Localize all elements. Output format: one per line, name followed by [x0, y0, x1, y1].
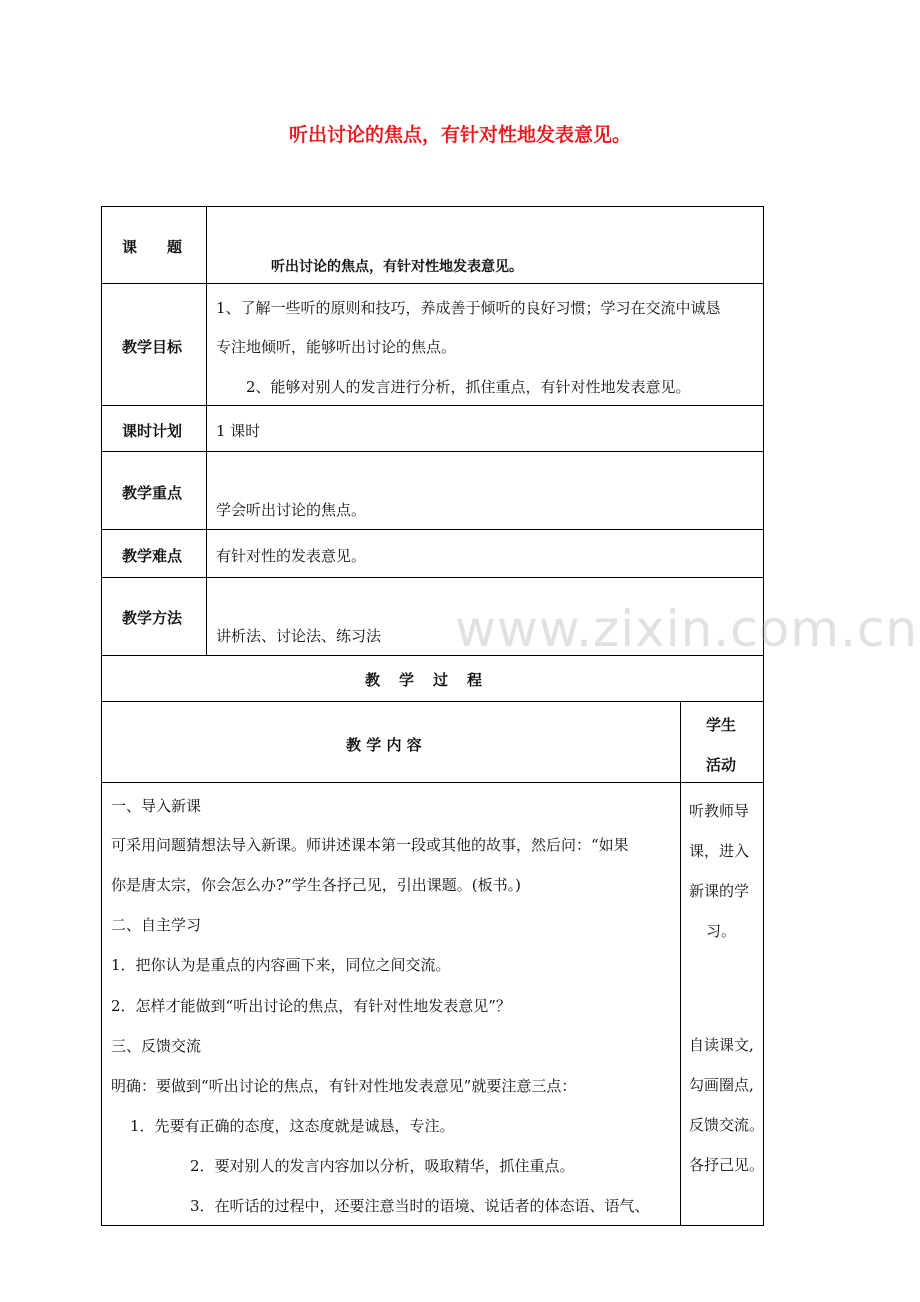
row-divider: [101, 701, 764, 702]
content-line: 2．要对别人的发言内容加以分析，吸取精华，抓住重点。: [190, 1157, 575, 1175]
process-header: 教 学 过 程: [365, 671, 485, 689]
activity-line: 听教师导: [689, 802, 750, 820]
activity-line: 课，进入: [689, 842, 750, 860]
key-label: 教学重点: [122, 484, 183, 502]
topic-value: 听出讨论的焦点，有针对性地发表意见。: [271, 259, 523, 275]
goal-line-2: 专注地倾听，能够听出讨论的焦点。: [216, 338, 457, 356]
row-divider: [101, 529, 764, 530]
activity-header-2: 活动: [706, 756, 737, 774]
row-divider: [101, 782, 764, 783]
content-line: 2．怎样才能做到“听出讨论的焦点，有针对性地发表意见”？: [111, 997, 511, 1015]
activity-line: 勾画圈点,: [689, 1076, 754, 1094]
content-line: 明确：要做到“听出讨论的焦点，有针对性地发表意见”就要注意三点：: [111, 1077, 577, 1095]
document-title: 听出讨论的焦点，有针对性地发表意见。: [288, 124, 631, 146]
content-line: 二、自主学习: [111, 916, 202, 934]
goal-line-3: 2、能够对别人的发言进行分析，抓住重点，有针对性地发表意见。: [246, 378, 691, 396]
goal-label: 教学目标: [122, 338, 183, 356]
row-divider: [101, 655, 764, 656]
activity-line: 各抒己见。: [689, 1156, 765, 1174]
watermark: www.zixin.com.cn: [455, 600, 919, 658]
activity-line: 反馈交流。: [689, 1116, 765, 1134]
lesson-plan-table: [101, 206, 764, 1226]
activity-header-1: 学生: [706, 716, 737, 734]
plan-label: 课时计划: [122, 422, 183, 440]
activity-line: 新课的学: [689, 882, 750, 900]
content-line: 三、反馈交流: [111, 1037, 202, 1055]
row-divider: [101, 577, 764, 578]
difficulty-label: 教学难点: [122, 547, 183, 565]
row-divider: [101, 405, 764, 406]
method-label: 教学方法: [122, 609, 183, 627]
content-line: 可采用问题猜想法导入新课。师讲述课本第一段或其他的故事，然后问：“如果: [111, 836, 629, 854]
row-divider: [101, 451, 764, 452]
content-line: 3．在听话的过程中，还要注意当时的语境、说话者的体态语、语气、: [190, 1197, 650, 1215]
content-header: 教 学 内 容: [346, 736, 422, 754]
content-line: 1．把你认为是重点的内容画下来，同位之间交流。: [111, 956, 451, 974]
method-value: 讲析法、讨论法、练习法: [216, 627, 382, 645]
row-divider: [101, 283, 764, 284]
activity-line: 习。: [706, 922, 737, 940]
plan-value: 1 课时: [216, 422, 261, 440]
key-value: 学会听出讨论的焦点。: [216, 501, 367, 519]
content-line: 1．先要有正确的态度，这态度就是诚恳，专注。: [130, 1117, 455, 1135]
column-divider: [680, 701, 681, 1226]
topic-label: 课 题: [122, 238, 183, 256]
content-line: 一、导入新课: [111, 797, 202, 815]
difficulty-value: 有针对性的发表意见。: [216, 547, 367, 565]
activity-line: 自读课文,: [689, 1036, 754, 1054]
goal-line-1: 1、了解一些听的原则和技巧，养成善于倾听的良好习惯；学习在交流中诚恳: [216, 299, 721, 317]
column-divider: [206, 206, 207, 655]
content-line: 你是唐太宗，你会怎么办?”学生各抒己见，引出课题。(板书。): [111, 876, 521, 894]
